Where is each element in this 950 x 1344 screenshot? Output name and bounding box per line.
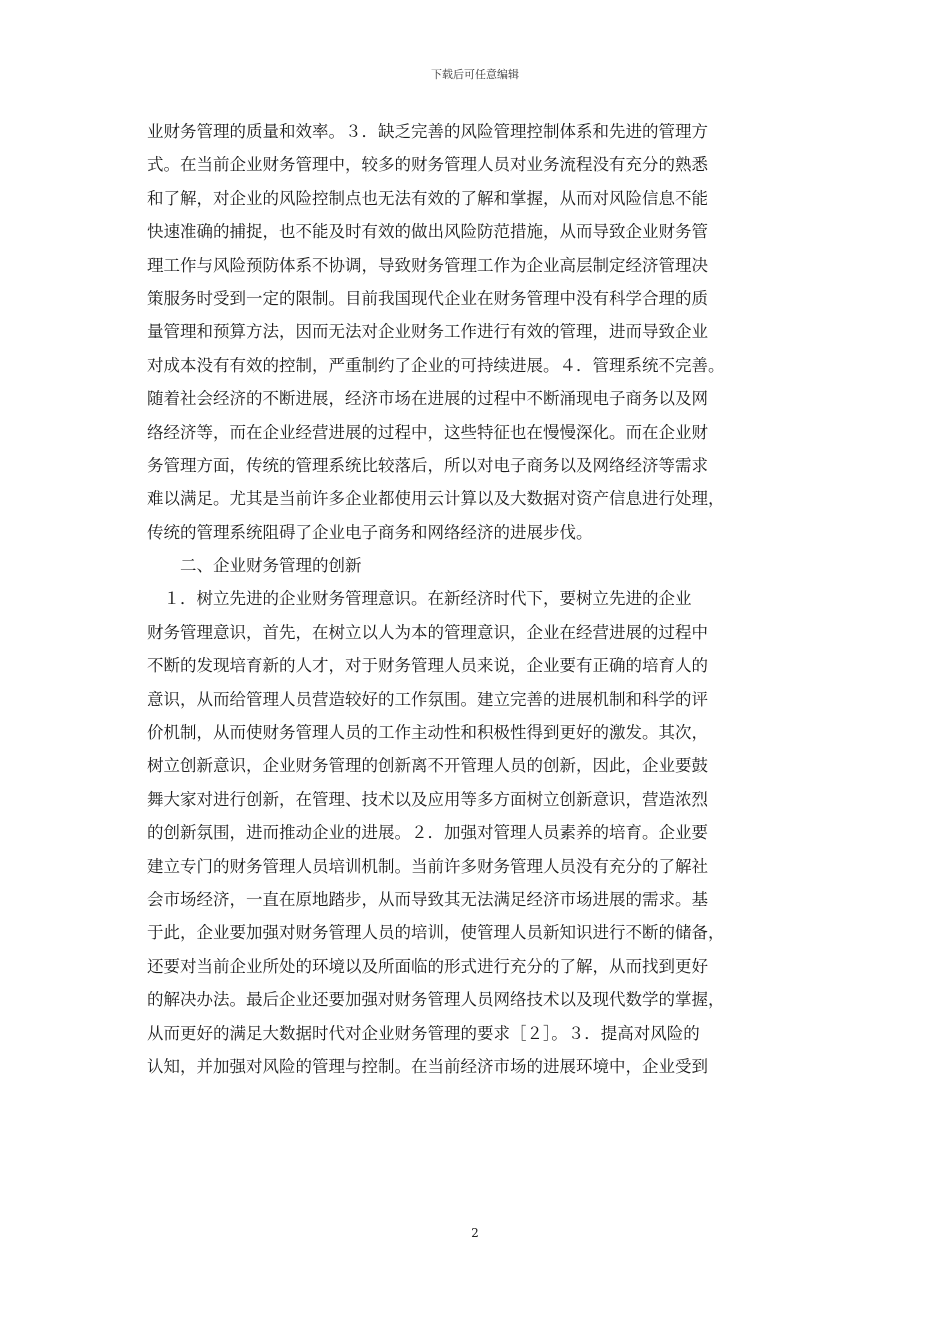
page-number: 2 [471,1226,479,1240]
text-line: 的解决办法。最后企业还要加强对财务管理人员网络技术以及现代数学的掌握， [147,990,725,1010]
text-line: 认知，并加强对风险的管理与控制。在当前经济市场的进展环境中，企业受到 [147,1056,708,1076]
text-line: 会市场经济，一直在原地踏步，从而导致其无法满足经济市场进展的需求。基 [147,889,708,909]
text-line: 传统的管理系统阻碍了企业电子商务和网络经济的进展步伐。 [147,522,593,542]
page-header: 下载后可任意编辑 [431,68,519,81]
text-line: 难以满足。尤其是当前许多企业都使用云计算以及大数据对资产信息进行处理， [147,489,725,509]
text-line: 二、企业财务管理的创新 [147,556,362,576]
text-line: １．树立先进的企业财务管理意识。在新经济时代下，要树立先进的企业 [147,589,692,609]
text-line: 理工作与风险预防体系不协调，导致财务管理工作为企业高层制定经济管理决 [147,255,708,275]
text-line: 从而更好的满足大数据时代对企业财务管理的要求［２］。３．提高对风险的 [147,1023,700,1043]
text-line: 务管理方面，传统的管理系统比较落后，所以对电子商务以及网络经济等需求 [147,455,708,475]
text-line: 舞大家对进行创新，在管理、技术以及应用等多方面树立创新意识，营造浓烈 [147,789,708,809]
text-line: 络经济等，而在企业经营进展的过程中，这些特征也在慢慢深化。而在企业财 [147,422,708,442]
text-line: 快速准确的捕捉，也不能及时有效的做出风险防范措施，从而导致企业财务管 [147,222,708,242]
body-text [147,115,827,1083]
text-line: 和了解，对企业的风险控制点也无法有效的了解和掌握，从而对风险信息不能 [147,188,708,208]
text-line: 策服务时受到一定的限制。目前我国现代企业在财务管理中没有科学合理的质 [147,288,708,308]
text-line: 业财务管理的质量和效率。３．缺乏完善的风险管理控制体系和先进的管理方 [147,122,708,141]
text-line: 于此，企业要加强对财务管理人员的培训，使管理人员新知识进行不断的储备， [147,923,725,943]
text-line: 不断的发现培育新的人才，对于财务管理人员来说，企业要有正确的培育人的 [147,656,708,676]
text-line: 对成本没有有效的控制，严重制约了企业的可持续进展。４．管理系统不完善。 [147,355,725,375]
text-line: 还要对当前企业所处的环境以及所面临的形式进行充分的了解，从而找到更好 [147,956,708,976]
text-line: 式。在当前企业财务管理中，较多的财务管理人员对业务流程没有充分的熟悉 [147,155,708,175]
text-line: 树立创新意识，企业财务管理的创新离不开管理人员的创新，因此，企业要鼓 [147,756,708,776]
text-line: 价机制，从而使财务管理人员的工作主动性和积极性得到更好的激发。其次， [147,723,708,743]
text-line: 建立专门的财务管理人员培训机制。当前许多财务管理人员没有充分的了解社 [147,856,708,876]
text-line: 意识，从而给管理人员营造较好的工作氛围。建立完善的进展机制和科学的评 [147,689,708,709]
text-line: 财务管理意识，首先，在树立以人为本的管理意识，企业在经营进展的过程中 [147,622,708,642]
text-line: 的创新氛围，进而推动企业的进展。２．加强对管理人员素养的培育。企业要 [147,823,708,843]
text-line: 量管理和预算方法，因而无法对企业财务工作进行有效的管理，进而导致企业 [147,322,708,342]
text-line: 随着社会经济的不断进展，经济市场在进展的过程中不断涌现电子商务以及网 [147,389,708,409]
